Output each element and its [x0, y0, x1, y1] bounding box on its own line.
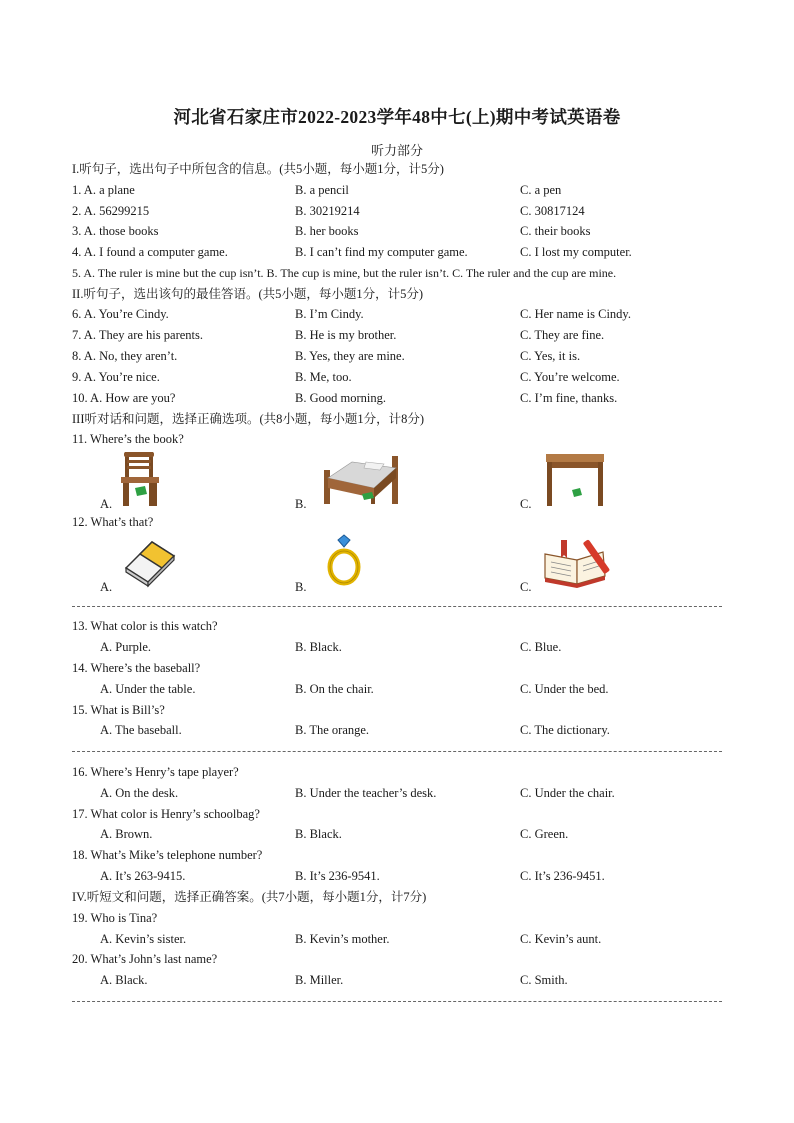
q3-option-c: C. their books	[520, 224, 591, 238]
q8-option-c: C. Yes, it is.	[520, 349, 581, 363]
q19-option-a: A. Kevin’s sister.	[100, 932, 187, 946]
section-1-heading: I.听句子，选出句子中所包含的信息。(共5小题，每小题1分，计5分)	[72, 162, 444, 176]
section-subtitle: 听力部分	[370, 143, 423, 158]
bed-with-book-image	[322, 452, 400, 506]
eraser-image	[122, 538, 178, 588]
q15-stem: 15. What is Bill’s?	[72, 703, 165, 717]
q8-option-b: B. Yes, they are mine.	[295, 349, 405, 363]
q6-option-a: 6. A. You’re Cindy.	[72, 307, 169, 321]
q19-option-b: B. Kevin’s mother.	[295, 932, 390, 946]
q10-option-b: B. Good morning.	[295, 391, 386, 405]
q7-option-c: C. They are fine.	[520, 328, 605, 342]
dashed-divider	[72, 1001, 722, 1002]
q15-option-c: C. The dictionary.	[520, 723, 610, 737]
q20-option-c: C. Smith.	[520, 973, 568, 987]
q18-option-c: C. It’s 236-9451.	[520, 869, 605, 883]
q17-option-a: A. Brown.	[100, 827, 153, 841]
q17-option-c: C. Green.	[520, 827, 569, 841]
q14-option-b: B. On the chair.	[295, 682, 374, 696]
q13-option-c: C. Blue.	[520, 640, 562, 654]
q7-option-a: 7. A. They are his parents.	[72, 328, 203, 342]
section-3-heading: III听对话和问题，选择正确选项。(共8小题，每小题1分，计8分)	[72, 412, 425, 426]
q8-option-a: 8. A. No, they aren’t.	[72, 349, 178, 363]
dictionary-image	[543, 536, 615, 588]
q5-options: 5. A. The ruler is mine but the cup isn’t. B. The cup is mine, but the ruler isn’t. C. The ruler and the cup are mine.	[72, 266, 617, 280]
q6-option-c: C. Her name is Cindy.	[520, 307, 631, 321]
q16-option-a: A. On the desk.	[100, 786, 179, 800]
q3-option-a: 3. A. those books	[72, 224, 159, 238]
q1-option-b: B. a pencil	[295, 183, 349, 197]
q16-option-c: C. Under the chair.	[520, 786, 615, 800]
q16-stem: 16. Where’s Henry’s tape player?	[72, 765, 239, 779]
q18-stem: 18. What’s Mike’s telephone number?	[72, 848, 263, 862]
q13-option-b: B. Black.	[295, 640, 342, 654]
q12-option-a: A.	[100, 580, 113, 594]
q16-option-b: B. Under the teacher’s desk.	[295, 786, 437, 800]
q2-option-a: 2. A. 56299215	[72, 204, 150, 218]
ring-image	[326, 534, 362, 588]
q19-stem: 19. Who is Tina?	[72, 911, 158, 925]
q15-option-a: A. The baseball.	[100, 723, 182, 737]
q20-option-b: B. Miller.	[295, 973, 344, 987]
q12-option-b: B.	[295, 580, 307, 594]
q2-option-b: B. 30219214	[295, 204, 360, 218]
q20-option-a: A. Black.	[100, 973, 148, 987]
q4-option-c: C. I lost my computer.	[520, 245, 632, 259]
q11-option-c: C.	[520, 497, 532, 511]
q14-stem: 14. Where’s the baseball?	[72, 661, 201, 675]
q4-option-a: 4. A. I found a computer game.	[72, 245, 228, 259]
chair-with-book-image	[118, 450, 162, 508]
q1-option-c: C. a pen	[520, 183, 562, 197]
q11-stem: 11. Where’s the book?	[72, 432, 184, 446]
desk-with-book-image	[544, 452, 606, 508]
q9-option-b: B. Me, too.	[295, 370, 352, 384]
dashed-divider	[72, 751, 722, 752]
q18-option-a: A. It’s 263-9415.	[100, 869, 186, 883]
q20-stem: 20. What’s John’s last name?	[72, 952, 218, 966]
q7-option-b: B. He is my brother.	[295, 328, 397, 342]
section-2-heading: II.听句子，选出该句的最佳答语。(共5小题，每小题1分，计5分)	[72, 287, 424, 301]
section-4-heading: IV.听短文和问题，选择正确答案。(共7小题，每小题1分，计7分)	[72, 890, 427, 904]
q17-option-b: B. Black.	[295, 827, 342, 841]
q13-option-a: A. Purple.	[100, 640, 152, 654]
q10-option-a: 10. A. How are you?	[72, 391, 176, 405]
page-title: 河北省石家庄市2022-2023学年48中七(上)期中考试英语卷	[173, 107, 621, 127]
q11-option-a: A.	[100, 497, 113, 511]
q9-option-a: 9. A. You’re nice.	[72, 370, 160, 384]
q4-option-b: B. I can’t find my computer game.	[295, 245, 468, 259]
q6-option-b: B. I’m Cindy.	[295, 307, 364, 321]
q19-option-c: C. Kevin’s aunt.	[520, 932, 602, 946]
q2-option-c: C. 30817124	[520, 204, 585, 218]
q14-option-a: A. Under the table.	[100, 682, 196, 696]
q1-option-a: 1. A. a plane	[72, 183, 135, 197]
q3-option-b: B. her books	[295, 224, 359, 238]
q18-option-b: B. It’s 236-9541.	[295, 869, 380, 883]
q12-stem: 12. What’s that?	[72, 515, 154, 529]
q14-option-c: C. Under the bed.	[520, 682, 609, 696]
q10-option-c: C. I’m fine, thanks.	[520, 391, 618, 405]
q13-stem: 13. What color is this watch?	[72, 619, 218, 633]
q17-stem: 17. What color is Henry’s schoolbag?	[72, 807, 260, 821]
dashed-divider	[72, 606, 722, 607]
q15-option-b: B. The orange.	[295, 723, 370, 737]
q11-option-b: B.	[295, 497, 307, 511]
q9-option-c: C. You’re welcome.	[520, 370, 620, 384]
q12-option-c: C.	[520, 580, 532, 594]
